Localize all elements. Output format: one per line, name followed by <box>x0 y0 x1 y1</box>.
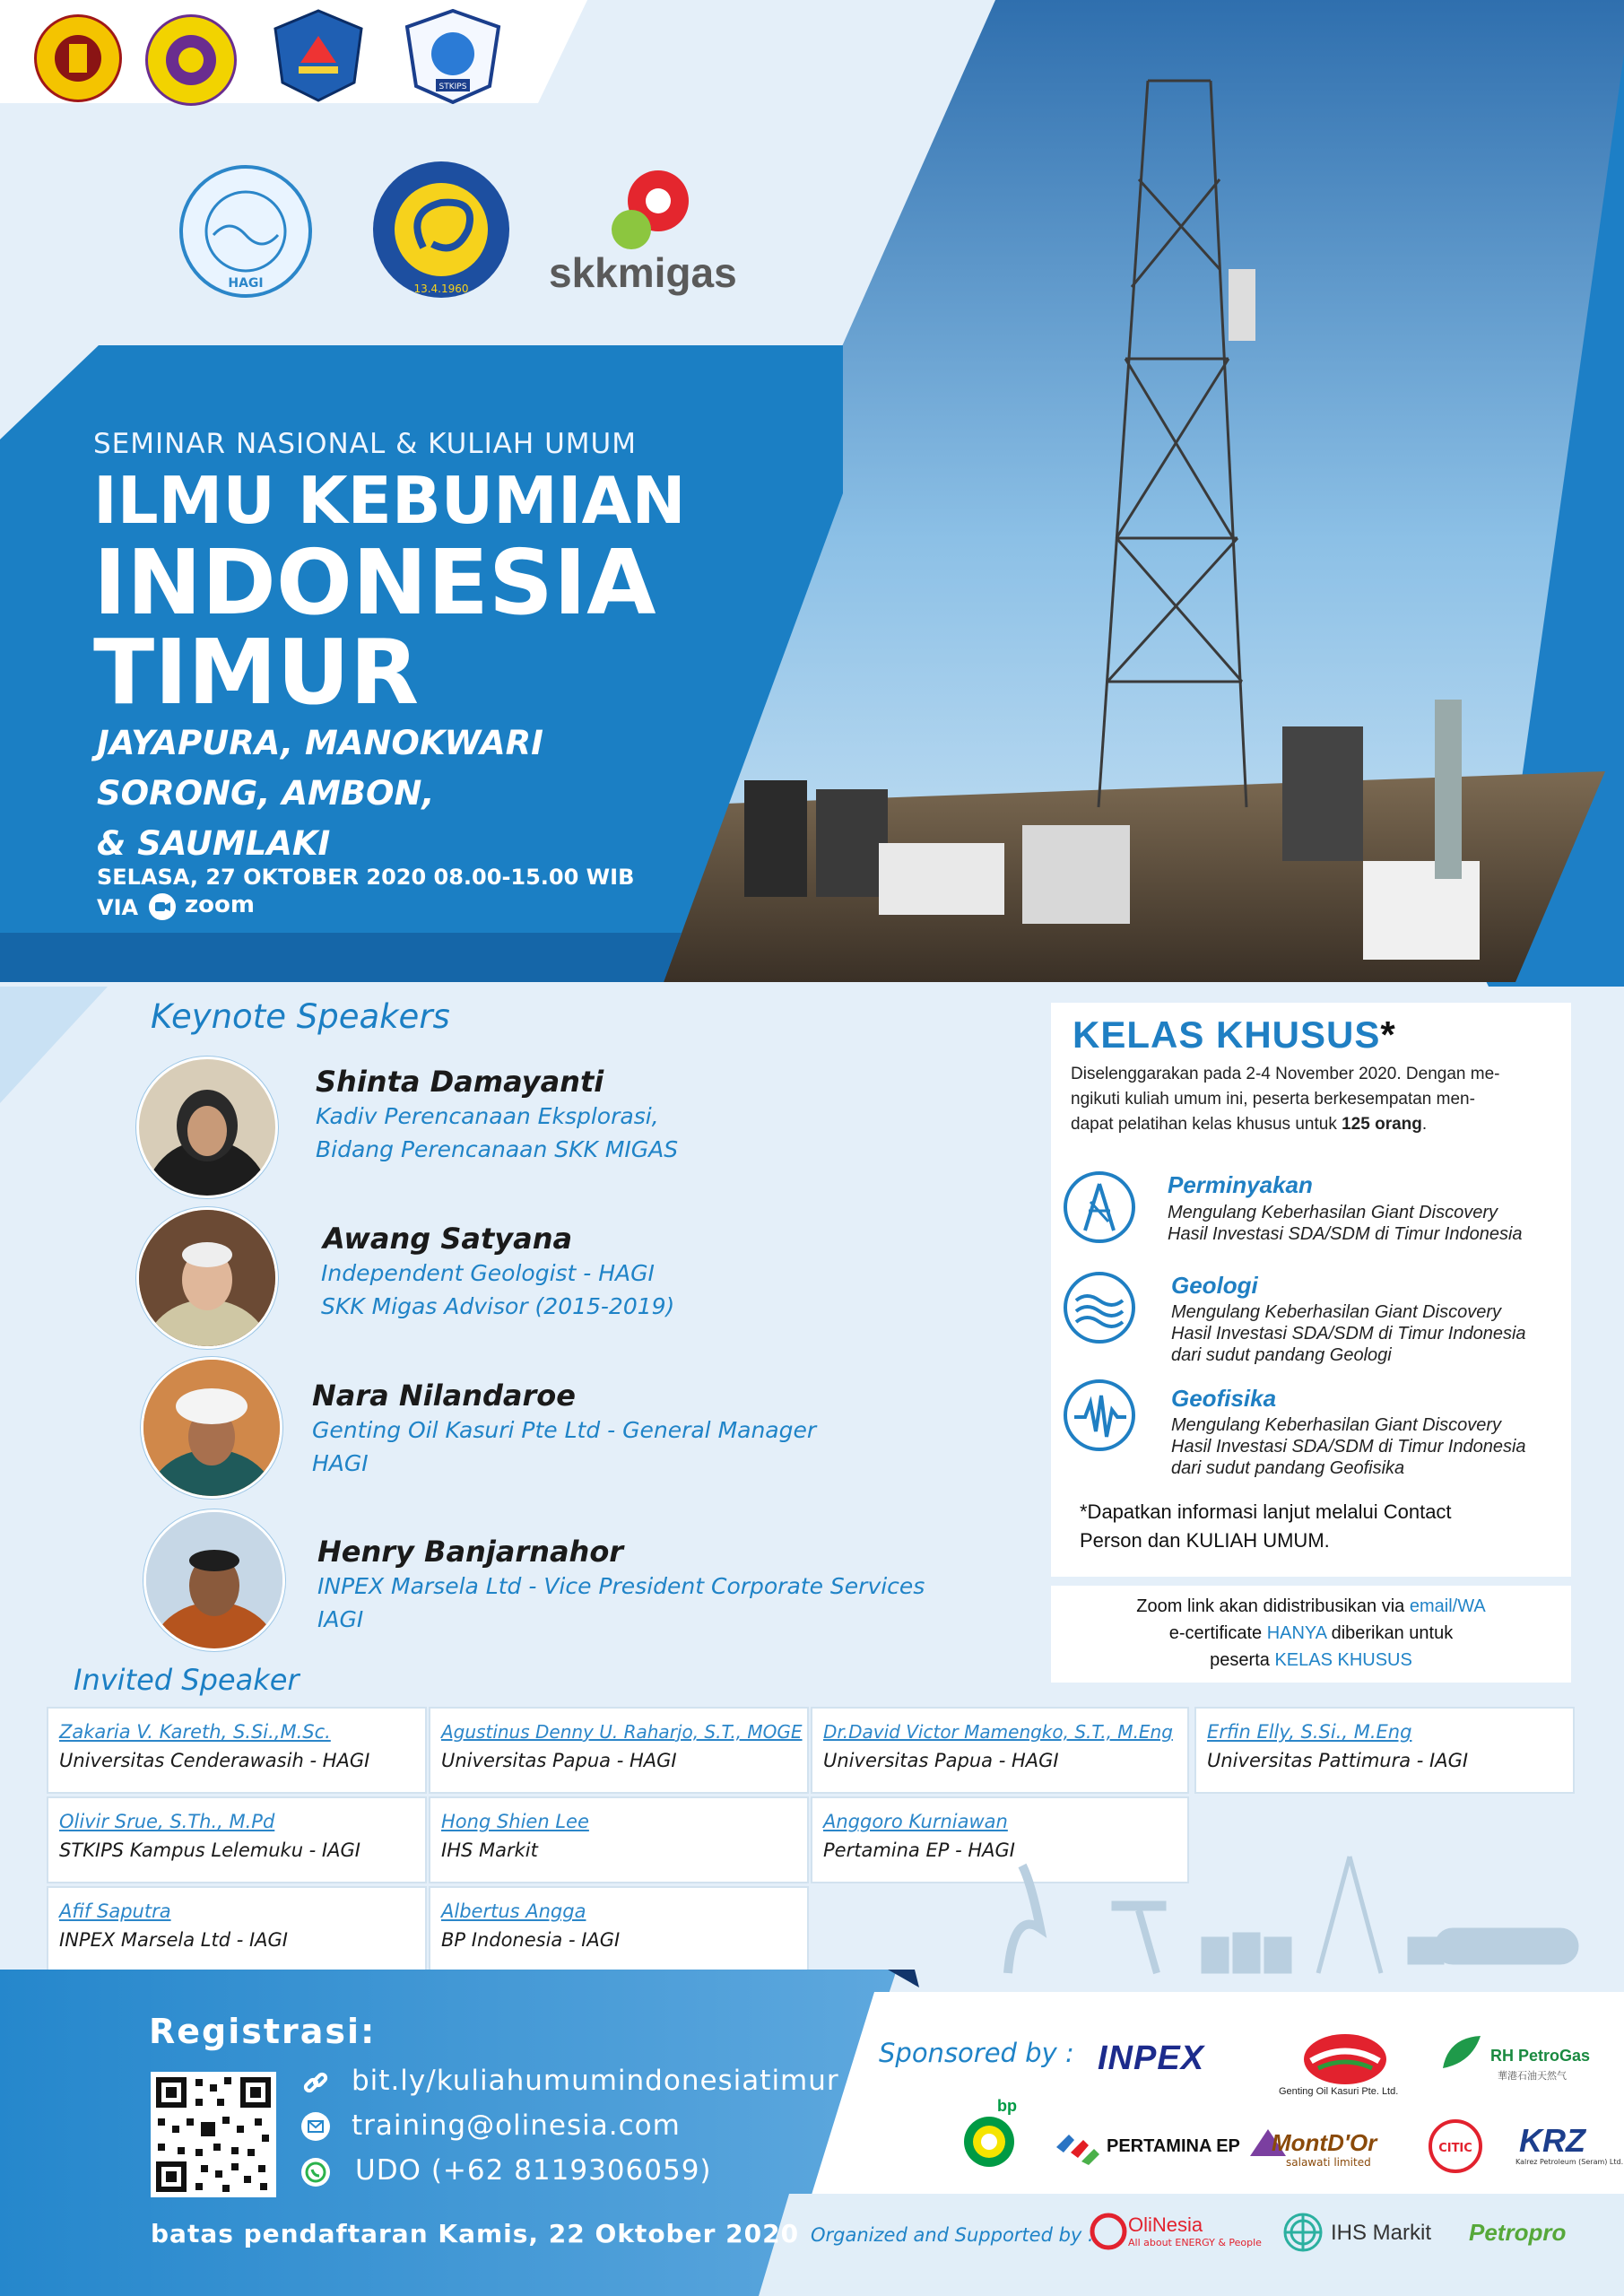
speaker-name: Henry Banjarnahor <box>317 1535 624 1569</box>
inpex-logo: INPEX <box>1098 2039 1205 2077</box>
rh-petrogas-leaf-icon <box>1439 2032 1484 2072</box>
speaker-name: Awang Satyana <box>323 1222 573 1256</box>
speaker-photo-nara <box>141 1357 282 1499</box>
keynote-title: Keynote Speakers <box>151 997 450 1036</box>
citic-logo-icon <box>1428 2118 1483 2174</box>
oil-rig-icon <box>1064 1171 1135 1243</box>
invited-speaker-card: Agustinus Denny U. Raharjo, S.T., MOGE Universitas Papua - HAGI <box>429 1707 809 1794</box>
kelas-item-desc: Mengulang Keberhasilan Giant Discovery Hasil Investasi SDA/SDM di Timur Indonesia dari sudut pandang Geologi <box>1171 1302 1526 1365</box>
kelas-item-title: Geologi <box>1171 1272 1258 1299</box>
pertamina-ep-logo: PERTAMINA EP <box>1107 2136 1240 2156</box>
geology-waves-icon <box>1064 1272 1135 1344</box>
university-cenderawasih-logo <box>34 14 122 102</box>
speaker-role: Genting Oil Kasuri Pte Ltd - General Manager <box>312 1417 817 1443</box>
iagi-logo <box>369 158 513 301</box>
speaker-role: INPEX Marsela Ltd - Vice President Corporate Services <box>317 1573 925 1599</box>
petropro-logo: Petropro <box>1469 2219 1567 2246</box>
stkips-logo <box>404 9 502 104</box>
kelas-khusus-description: Diselenggarakan pada 2-4 November 2020. Dengan me- ngikuti kuliah umum ini, peserta berkesempatan men- dapat pelatihan kelas khusus untuk 125 orang. <box>1071 1065 1500 1134</box>
speaker-role: Bidang Perencanaan SKK MIGAS <box>316 1136 679 1162</box>
accent-triangle <box>0 987 143 1112</box>
registration-link[interactable]: bit.ly/kuliahumumindonesiatimur <box>352 2065 839 2097</box>
speaker-role: SKK Migas Advisor (2015-2019) <box>321 1293 675 1319</box>
speaker-photo-awang <box>136 1207 278 1349</box>
rh-petrogas-chinese: 華港石油天然气 <box>1498 2070 1567 2082</box>
speaker-role: IAGI <box>317 1606 364 1632</box>
invited-speaker-card: Anggoro Kurniawan Pertamina EP - HAGI <box>811 1796 1189 1883</box>
link-icon <box>301 2069 330 2098</box>
zoom-wordmark: zoom <box>185 891 255 918</box>
speaker-photo-henry <box>143 1509 285 1651</box>
speaker-role: Independent Geologist - HAGI <box>321 1260 655 1286</box>
title-line-2: INDONESIA <box>93 530 656 635</box>
title-line-3: TIMUR <box>93 620 420 725</box>
seminar-label: SEMINAR NASIONAL & KULIAH UMUM <box>93 428 637 460</box>
seismic-wave-icon <box>1064 1379 1135 1451</box>
speaker-name: Shinta Damayanti <box>316 1065 604 1099</box>
via-label: VIA <box>97 895 139 920</box>
speaker-name: Nara Nilandaroe <box>312 1378 576 1413</box>
kelas-khusus-note: *Dapatkan informasi lanjut melalui Contact Person dan KULIAH UMUM. <box>1080 1500 1452 1552</box>
genting-logo-icon <box>1300 2032 1390 2086</box>
registration-phone[interactable]: UDO (+62 8119306059) <box>355 2154 712 2187</box>
krz-caption: Kalrez Petroleum (Seram) Ltd. <box>1515 2158 1624 2166</box>
zoom-note-panel: Zoom link akan didistribusikan via email/WA e-certificate HANYA diberikan untuk peserta KELAS KHUSUS <box>1051 1586 1571 1683</box>
registration-deadline: batas pendaftaran Kamis, 22 Oktober 2020 <box>151 2219 800 2248</box>
montdor-logo: MontD'Or <box>1272 2129 1377 2156</box>
ihs-markit-icon <box>1281 2210 1325 2255</box>
invited-speaker-card: Zakaria V. Kareth, S.Si.,M.Sc. Universitas Cenderawasih - HAGI <box>47 1707 427 1794</box>
kelas-khusus-title: KELAS KHUSUS* <box>1073 1013 1396 1056</box>
speaker-photo-shinta <box>136 1057 278 1198</box>
organized-by-title: Organized and Supported by : <box>811 2224 1095 2246</box>
kelas-item-desc: Mengulang Keberhasilan Giant Discovery Hasil Investasi SDA/SDM di Timur Indonesia dari sudut pandang Geofisika <box>1171 1415 1526 1478</box>
montdor-caption: salawati limited <box>1286 2156 1371 2169</box>
sponsored-by-title: Sponsored by : <box>879 2038 1074 2068</box>
cities-line-2: SORONG, AMBON, <box>97 774 435 813</box>
olinesia-logo: OliNesia <box>1128 2213 1203 2236</box>
email-icon <box>301 2112 330 2141</box>
kelas-khusus-panel <box>1051 1003 1571 1577</box>
skkmigas-wordmark: skkmigas <box>549 249 737 296</box>
speaker-role: HAGI <box>312 1450 369 1476</box>
rh-petrogas-logo: RH PetroGas <box>1490 2047 1591 2065</box>
invited-speaker-card: Albertus Angga BP Indonesia - IAGI <box>429 1886 809 1973</box>
kelas-item-title: Geofisika <box>1171 1385 1277 1412</box>
cities-line-1: JAYAPURA, MANOKWARI <box>97 724 543 762</box>
university-pattimura-logo <box>272 9 365 102</box>
stkips-logo-text: STKIPS <box>439 83 467 91</box>
registration-email[interactable]: training@olinesia.com <box>352 2109 681 2142</box>
qr-code-icon[interactable] <box>151 2072 276 2197</box>
invited-speaker-card: Afif Saputra INPEX Marsela Ltd - IAGI <box>47 1886 427 1973</box>
invited-speaker-card: Hong Shien Lee IHS Markit <box>429 1796 809 1883</box>
pertamina-icon <box>1055 2129 1101 2165</box>
invited-speaker-title: Invited Speaker <box>74 1663 300 1697</box>
registration-title: Registrasi: <box>149 2012 377 2051</box>
event-date: SELASA, 27 OKTOBER 2020 08.00-15.00 WIB <box>97 865 635 890</box>
speaker-role: Kadiv Perencanaan Eksplorasi, <box>316 1103 659 1129</box>
invited-speaker-card: Dr.David Victor Mamengko, S.T., M.Eng Universitas Papua - HAGI <box>811 1707 1189 1794</box>
olinesia-icon <box>1089 2212 1128 2251</box>
university-papua-logo <box>145 14 237 106</box>
title-line-1: ILMU KEBUMIAN <box>93 463 686 538</box>
kelas-item-desc: Mengulang Keberhasilan Giant Discovery Hasil Investasi SDA/SDM di Timur Indonesia <box>1168 1203 1523 1244</box>
zoom-icon <box>149 893 176 920</box>
hagi-logo <box>178 163 314 300</box>
skkmigas-logo <box>543 161 759 296</box>
krz-logo: KRZ <box>1519 2122 1585 2159</box>
kelas-item-title: Perminyakan <box>1168 1171 1313 1198</box>
olinesia-caption: All about ENERGY & People <box>1128 2237 1262 2248</box>
cities-line-3: & SAUMLAKI <box>97 824 331 863</box>
invited-speaker-card: Erfin Elly, S.Si., M.Eng Universitas Pattimura - IAGI <box>1194 1707 1575 1794</box>
invited-speaker-card: Olivir Srue, S.Th., M.Pd STKIPS Kampus Lelemuku - IAGI <box>47 1796 427 1883</box>
whatsapp-icon <box>301 2158 330 2187</box>
ihs-markit-logo: IHS Markit <box>1331 2221 1432 2245</box>
iagi-logo-date: 13.4.1960 <box>413 283 469 295</box>
hagi-logo-text: HAGI <box>228 276 264 291</box>
citic-logo-text: CITIC <box>1438 2142 1472 2155</box>
genting-caption: Genting Oil Kasuri Pte. Ltd. <box>1279 2086 1399 2097</box>
bp-wordmark: bp <box>997 2097 1017 2115</box>
